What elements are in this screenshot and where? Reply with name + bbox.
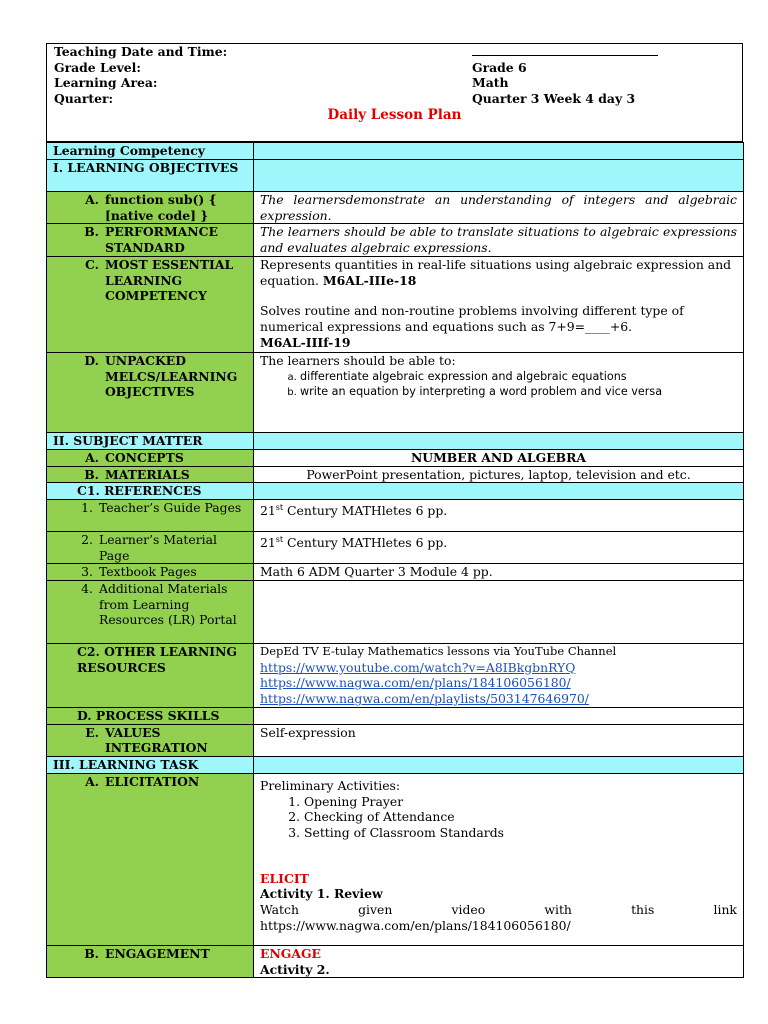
- label-grade-level: Grade Level:: [54, 59, 141, 75]
- melc-text: MOST ESSENTIAL LEARNING COMPETENCY: [105, 256, 234, 304]
- ref-learners-material-label: [47, 531, 254, 563]
- ref-sup: st: [275, 534, 284, 544]
- ref-label-text: Textbook Pages: [99, 564, 197, 580]
- values-integration-label: E. VALUES INTEGRATION: [47, 724, 254, 756]
- watch-word: link: [713, 902, 737, 918]
- engagement-label: B. ENGAGEMENT: [47, 945, 254, 977]
- learning-objectives-value: [254, 160, 744, 192]
- value-teaching-date: [472, 44, 658, 60]
- unpacked-label: D. UNPACKED MELCS/LEARNING OBJECTIVES: [47, 352, 254, 432]
- concepts-value: NUMBER AND ALGEBRA: [254, 449, 744, 466]
- list-item: b. write an equation by interpreting a word problem and vice versa: [300, 384, 737, 400]
- elicit-heading: ELICIT: [260, 870, 309, 886]
- melc-code-1: M6AL-IIIe-18: [322, 272, 417, 288]
- ref-textbook-value: Math 6 ADM Quarter 3 Module 4 pp.: [254, 564, 744, 581]
- other-resources-label: [47, 644, 254, 708]
- engagement-value: [254, 945, 744, 977]
- subject-matter-label: II. SUBJECT MATTER: [47, 432, 254, 449]
- document-title: Daily Lesson Plan: [327, 107, 462, 123]
- elicitation-label: A. ELICITATION: [47, 773, 254, 945]
- melc-code-2: M6AL-IIIf-19: [260, 334, 351, 350]
- content-standard-value: The learnersdemonstrate an understanding of integers and algebraic expression.: [254, 192, 744, 224]
- activity-1-title: Activity 1. Review: [260, 886, 383, 902]
- unpacked-intro: The learners should be able to:: [260, 352, 456, 368]
- ref-num: 3.: [81, 564, 93, 580]
- learning-task-label: III. LEARNING TASK: [47, 757, 254, 774]
- engagement-text: ENGAGEMENT: [105, 945, 210, 961]
- melc-text-2: Solves routine and non-routine problems involving different type of numerical expressions and equations such as 7+9=____+6.: [260, 303, 684, 334]
- learning-task-value: [254, 757, 744, 774]
- ref-rest: Century MATHletes 6 pp.: [283, 535, 448, 551]
- list-item: 2. Checking of Attendance: [304, 809, 737, 825]
- label-quarter: Quarter:: [54, 91, 114, 107]
- concepts-text: CONCEPTS: [105, 449, 184, 465]
- ref-rest: Century MATHletes 6 pp.: [283, 503, 448, 519]
- process-skills-value: [254, 708, 744, 725]
- learning-objectives-label: I. LEARNING OBJECTIVES: [47, 160, 254, 192]
- ref-teachers-guide-label: [47, 499, 254, 531]
- watch-word: this: [631, 902, 655, 918]
- ref-text: 21: [260, 503, 276, 519]
- resource-link-youtube[interactable]: https://www.youtube.com/watch?v=A8IBkgbnRYQ: [260, 659, 576, 675]
- subject-matter-value: [254, 432, 744, 449]
- activity-2-title: Activity 2.: [260, 961, 330, 977]
- materials-value: PowerPoint presentation, pictures, laptop, television and etc.: [254, 466, 744, 483]
- other-resources-intro: DepEd TV E-tulay Mathematics lessons via YouTube Channel: [260, 644, 617, 659]
- values-integration-text: VALUES INTEGRATION: [105, 724, 208, 756]
- blank-line: [472, 44, 658, 56]
- activity-1-link: https://www.nagwa.com/en/plans/184106056180/: [260, 917, 571, 933]
- value-learning-area: Math: [472, 75, 509, 91]
- watch-word: given: [358, 902, 393, 918]
- references-label: C1. REFERENCES: [47, 483, 254, 500]
- content-standard-text: function sub() { [native code] }: [105, 192, 217, 223]
- header-values: [472, 44, 658, 107]
- performance-standard-label: B. PERFORMANCE STANDARD: [47, 224, 254, 256]
- melc-label: C. MOST ESSENTIAL LEARNING COMPETENCY: [47, 256, 254, 352]
- value-quarter: Quarter 3 Week 4 day 3: [472, 91, 636, 107]
- ref-num: 1.: [81, 499, 93, 515]
- header-section: [46, 43, 743, 142]
- ref-label-text: Learner’s Material Page: [99, 531, 217, 563]
- learning-competency-label: Learning Competency: [47, 143, 254, 160]
- lesson-table: [46, 142, 744, 978]
- unpacked-list: [260, 369, 737, 400]
- content-standard-label: A. function sub() { [native code] }: [47, 192, 254, 224]
- performance-standard-text: PERFORMANCE STANDARD: [105, 224, 218, 256]
- melc-value: [254, 256, 744, 352]
- elicitation-intro: Preliminary Activities:: [260, 777, 401, 793]
- preliminary-activities-list: [260, 794, 737, 841]
- ref-num: 2.: [81, 531, 93, 547]
- unpacked-value: [254, 352, 744, 432]
- ref-label-text: Additional Materials from Learning Resources (LR) Portal: [99, 581, 237, 628]
- engage-heading: ENGAGE: [260, 945, 321, 961]
- ref-additional-label: [47, 581, 254, 644]
- unpacked-text: UNPACKED MELCS/LEARNING OBJECTIVES: [105, 352, 238, 400]
- elicitation-value: [254, 773, 744, 945]
- resource-link-nagwa-plans[interactable]: https://www.nagwa.com/en/plans/184106056180/: [260, 675, 571, 691]
- ref-label-text: Teacher’s Guide Pages: [99, 499, 242, 515]
- ref-num: 4.: [81, 581, 93, 597]
- values-integration-value: Self-expression: [254, 724, 744, 756]
- process-skills-label: D. PROCESS SKILLS: [47, 708, 254, 725]
- ref-additional-value: [254, 581, 744, 644]
- ref-textbook-label: [47, 564, 254, 581]
- other-resources-text: C2. OTHER LEARNING RESOURCES: [77, 644, 237, 675]
- watch-word: video: [451, 902, 486, 918]
- resource-link-nagwa-playlists[interactable]: https://www.nagwa.com/en/playlists/503147646970/: [260, 691, 589, 707]
- ref-sup: st: [275, 502, 284, 512]
- label-teaching-date: Teaching Date and Time:: [54, 44, 228, 59]
- header-labels: [54, 44, 227, 107]
- ref-text: 21: [260, 535, 276, 551]
- materials-label: B. MATERIALS: [47, 466, 254, 483]
- ref-learners-material-value: [254, 531, 744, 563]
- other-resources-value: [254, 644, 744, 708]
- list-item: 3. Setting of Classroom Standards: [304, 825, 737, 841]
- learning-competency-value: [254, 143, 744, 160]
- melc-text-1: Represents quantities in real-life situations using algebraic expression and equation.: [260, 256, 732, 288]
- watch-line: [260, 902, 737, 918]
- watch-word: with: [544, 902, 572, 918]
- list-item: a. differentiate algebraic expression and algebraic equations: [300, 369, 737, 385]
- references-value: [254, 483, 744, 500]
- value-grade-level: Grade 6: [472, 59, 527, 75]
- lesson-plan-document: [46, 43, 743, 978]
- performance-standard-value: The learners should be able to translate situations to algebraic expressions and evaluates algebraic expressions.: [254, 224, 744, 256]
- watch-word: Watch: [260, 902, 299, 918]
- concepts-label: A. CONCEPTS: [47, 449, 254, 466]
- label-learning-area: Learning Area:: [54, 75, 158, 91]
- list-item: 1. Opening Prayer: [304, 794, 737, 810]
- materials-text: MATERIALS: [105, 466, 190, 482]
- elicitation-text: ELICITATION: [105, 773, 200, 789]
- ref-teachers-guide-value: [254, 499, 744, 531]
